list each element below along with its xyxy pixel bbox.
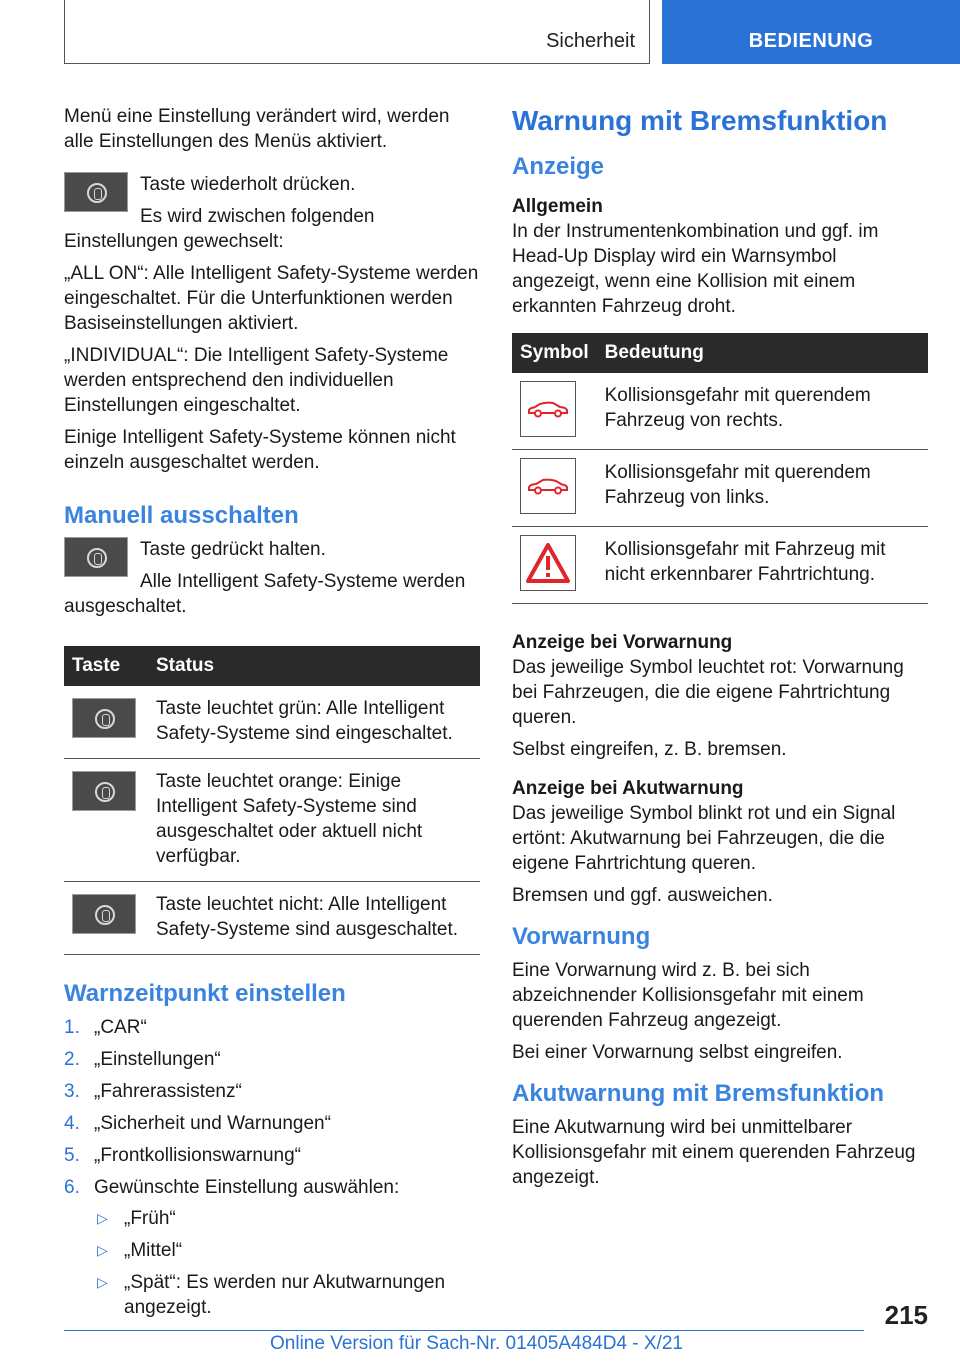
safety-button-icon [64,537,128,577]
warning-time-heading: Warnzeitpunkt einstellen [64,980,346,1007]
triangle-bullet-icon: ▷ [97,1242,108,1258]
acute-brake-heading: Akutwarnung mit Bremsfunktion [512,1080,885,1107]
table-row [512,373,928,450]
meaning-cell: Kollisionsgefahr mit Fahrzeug mit nicht erkennbarer Fahrtrichtung. [597,527,928,604]
display-heading: Anzeige [512,153,605,180]
prewarning-heading: Vorwarnung [512,923,651,950]
hold-text: Taste gedrückt halten. [140,539,326,560]
table-row [64,759,480,882]
right-column [512,104,928,1197]
safety-button-icon [64,172,128,212]
symbol-table-header-symbol: Symbol [512,333,597,373]
acute-display-heading: Anzeige bei Akutwarnung [512,778,744,799]
list-item: ▷ „Früh“ [97,1208,176,1229]
general-heading: Allgemein [512,196,603,217]
left-column [64,104,480,1327]
status-table-header-status: Status [148,646,480,686]
symbol-table [512,333,928,604]
button-orange-icon [72,771,136,811]
table-row [512,527,928,604]
button-green-icon [72,698,136,738]
intro-text: Menü eine Einstellung verändert wird, werden alle Einstellungen des Menüs aktiviert. [64,106,450,152]
prewarning-action: Bei einer Vorwarnung selbst eingreifen. [512,1042,843,1063]
hold-block [64,537,480,626]
list-item: 3. „Fahrerassistenz“ [64,1081,242,1102]
list-item: 2. „Einstellungen“ [64,1049,221,1070]
car-crossing-right-icon [520,381,576,437]
all-off-text: Alle Intelligent Safety-Systeme werden ausgeschaltet. [64,571,466,617]
meaning-cell: Kollisionsgefahr mit querendem Fahrzeug von rechts. [597,373,928,450]
header-section-box [64,0,650,64]
section-title: Warnung mit Bremsfunktion [512,105,888,136]
note-text: Einige Intelligent Safety-Systeme können nicht einzeln ausgeschaltet werden. [64,427,456,473]
list-item: ▷ „Mittel“ [97,1240,183,1261]
triangle-bullet-icon: ▷ [97,1210,108,1226]
list-item: 1. „CAR“ [64,1017,147,1038]
acute-display-text: Das jeweilige Symbol blinkt rot und ein Signal ertönt: Akutwarnung bei Fahrzeugen, die die eigene Fahrtrichtung queren. [512,803,896,874]
steps-list [64,1015,480,1320]
press-again-block [64,172,480,261]
footer-text: Online Version für Sach-Nr. 01405A484D4 - X/21 [270,1333,683,1354]
header-chapter-label: BEDIENUNG [748,30,874,52]
table-row [512,450,928,527]
status-table [64,646,480,955]
switch-text: Es wird zwischen folgenden Einstellungen gewechselt: [64,206,375,252]
button-off-icon [72,894,136,934]
status-cell: Taste leuchtet nicht: Alle Intelligent Safety-Systeme sind ausgeschaltet. [148,882,480,955]
list-item: ▷ „Spät“: Es werden nur Akutwarnungen angezeigt. [97,1272,446,1318]
acute-brake-text: Eine Akutwarnung wird bei unmittelbarer Kollisionsgefahr mit einem querenden Fahrzeug angezeigt. [512,1117,916,1188]
list-item: 4. „Sicherheit und Warnungen“ [64,1113,331,1134]
options-list [94,1206,480,1320]
press-again-text: Taste wiederholt drücken. [140,174,356,195]
warning-triangle-icon [520,535,576,591]
acute-action-text: Bremsen und ggf. ausweichen. [512,885,773,906]
page-number: 215 [884,1300,928,1330]
list-item: 6. Gewünschte Einstellung auswählen: ▷ „Früh“ ▷ „Mittel“ ▷ „Spät“: Es werden nur Akutwarnungen angezeigt. [64,1175,480,1320]
prewarning-text: Eine Vorwarnung wird z. B. bei sich abzeichnender Kollisionsgefahr mit einem querenden Fahrzeug angezeigt. [512,960,864,1031]
list-item: 5. „Frontkollisionswarnung“ [64,1145,301,1166]
prewarning-action-text: Selbst eingreifen, z. B. bremsen. [512,739,787,760]
table-row [64,686,480,759]
status-table-header-key: Taste [64,646,148,686]
meaning-cell: Kollisionsgefahr mit querendem Fahrzeug von links. [597,450,928,527]
manual-off-heading: Manuell ausschalten [64,502,299,529]
car-crossing-left-icon [520,458,576,514]
header-chapter-tab [662,0,960,64]
table-row [64,882,480,955]
status-cell: Taste leuchtet orange: Einige Intelligent Safety-Systeme sind ausgeschaltet oder aktuell nicht verfügbar. [148,759,480,882]
header-section-label: Sicherheit [546,30,635,52]
general-text: In der Instrumentenkombination und ggf. im Head-Up Display wird ein Warnsymbol angezeigt, wenn eine Kollision mit einem erkannten Fahrzeug droht. [512,221,879,317]
prewarning-display-text: Das jeweilige Symbol leuchtet rot: Vorwarnung bei Fahrzeugen, die die eigene Fahrtrichtung queren. [512,657,904,728]
triangle-bullet-icon: ▷ [97,1274,108,1290]
individual-text: „INDIVIDUAL“: Die Intelligent Safety-Systeme werden entsprechend den individuellen Einstellungen eingeschaltet. [64,345,449,416]
footer-divider [64,1330,864,1331]
symbol-table-header-meaning: Bedeutung [597,333,928,373]
prewarning-display-heading: Anzeige bei Vorwarnung [512,632,733,653]
status-cell: Taste leuchtet grün: Alle Intelligent Safety-Systeme sind eingeschaltet. [148,686,480,759]
all-on-text: „ALL ON“: Alle Intelligent Safety-Systeme werden eingeschaltet. Für die Unterfunktionen werden Basiseinstellungen aktiviert. [64,263,479,334]
